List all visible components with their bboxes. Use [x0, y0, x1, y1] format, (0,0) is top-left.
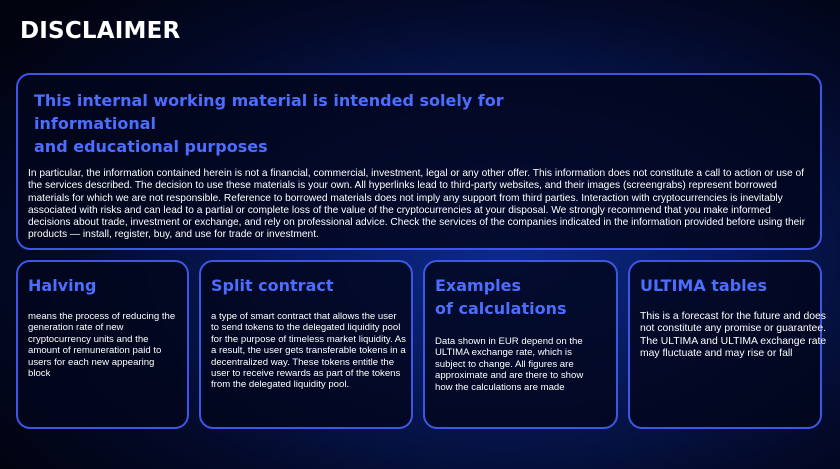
- ultima-tables-body: This is a forecast for the future and does not constitute any promise or guarantee. The ULTIMA and ULTIMA exchange rate may fluctuate and may rise or fall: [640, 311, 827, 360]
- split-contract-title: [211, 274, 401, 297]
- ultima-tables-card: [628, 260, 827, 429]
- ultima-tables-title: [640, 274, 810, 297]
- split-contract-card: [199, 260, 413, 429]
- main-heading-line-1: This internal working material is intended solely for informational: [34, 91, 504, 133]
- disclaimer-main-card: [16, 73, 822, 250]
- examples-title-line-2: of calculations: [435, 299, 567, 318]
- main-heading: [34, 89, 594, 158]
- examples-title: [435, 274, 606, 320]
- examples-card: [423, 260, 618, 429]
- page-title: DISCLAIMER: [20, 18, 181, 44]
- ultima-tables-title-line-1: ULTIMA tables: [640, 276, 768, 295]
- examples-body: Data shown in EUR depend on the ULTIMA exchange rate, which is subject to change. All figures are approximate and are there to show how the calculations are made: [435, 336, 584, 393]
- halving-card: [16, 260, 189, 429]
- split-contract-body: a type of smart contract that allows the user to send tokens to the delegated liquidity pool for the purpose of timeless market liquidity. As a result, the user gets transferable tokens in a decentralized way. These tokens entitle the user to receive rewards as part of the tokens from the delegated liquidity pool.: [211, 311, 406, 391]
- halving-body: means the process of reducing the generation rate of new cryptocurrency units and the amount of remuneration paid to users for each new appearing block: [28, 311, 176, 380]
- examples-title-line-1: Examples: [435, 276, 522, 295]
- main-body-text: In particular, the information contained herein is not a financial, commercial, investment, legal or any other offer. This information does not constitute a call to action or use of the services described. The decision to use these materials is your own. All hyperlinks lead to third-party websites, and their images (screengrabs) represent borrowed materials for which we are not responsible. Reference to borrowed materials does not imply any support from third parties. Interaction with cryptocurrencies is inevitably associated with risks and can lead to a partial or complete loss of the value of the cryptocurrencies at your disposal. We strongly recommend that you make informed decisions about trade, investment or exchange, and rely on professional advice. Check the services of the companies indicated in the information provided before using their products — install, register, buy, and use for trade or investment.: [28, 168, 805, 241]
- main-heading-line-2: and educational purposes: [34, 137, 268, 156]
- halving-title-line-1: Halving: [28, 276, 97, 295]
- split-contract-title-line-1: Split contract: [211, 276, 334, 295]
- halving-title: [28, 274, 177, 297]
